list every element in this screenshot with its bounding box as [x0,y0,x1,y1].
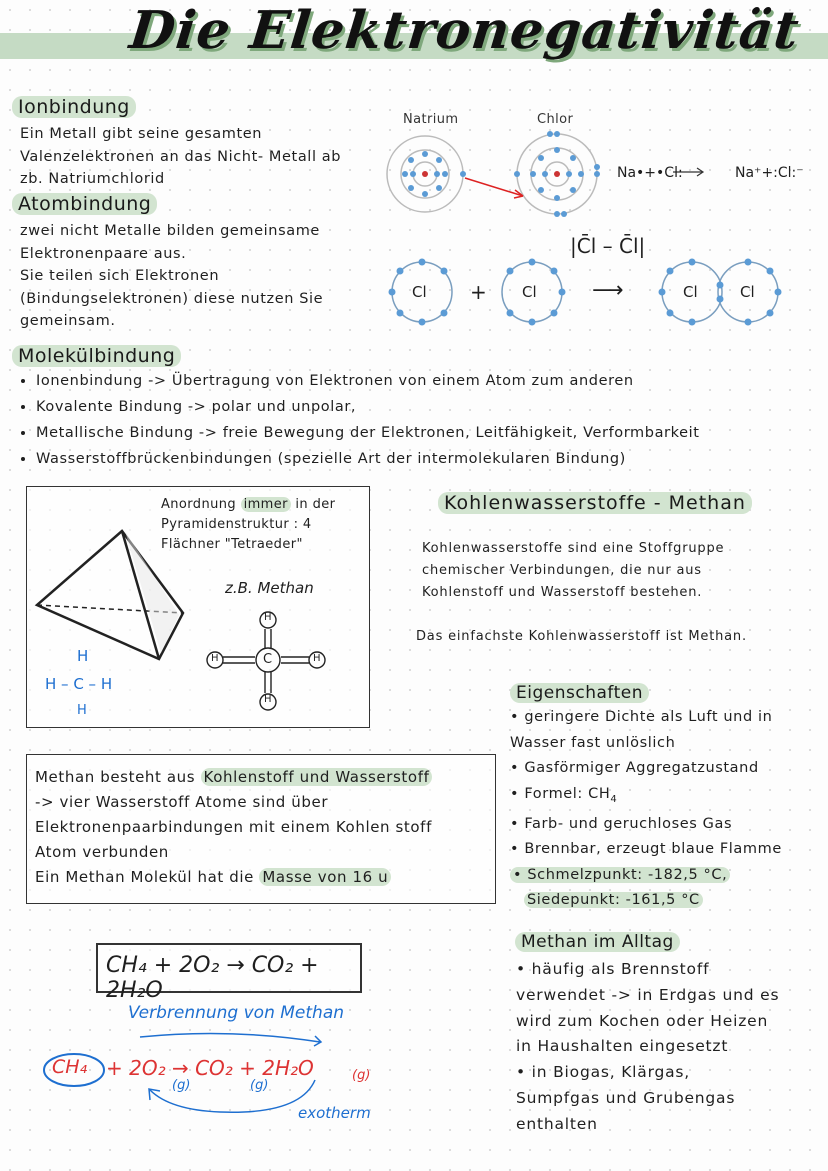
atom-h-top: H [264,612,272,623]
methan-example-label: z.B. Methan [225,579,314,597]
alltag-text: • häufig als Brennstoff verwendet -> in Erdgas und es wird zum Kochen oder Heizen in Haushalten eingesetzt • in Biogas, Klärgas, Sumpfgas und Grubengas enthalten [516,960,780,1133]
state-label-1: (g) [172,1078,191,1093]
eigenschaften-list [510,705,782,914]
list-item: • Schmelzpunkt: -182,5 °C, [510,863,782,889]
reaction-rest: + 2O₂ → CO₂ + 2H₂O [106,1056,314,1080]
atom-h-bottom: H [264,694,272,705]
cl-label-2: Cl [522,283,537,301]
list-item: • Kovalente Bindung -> polar und unpolar, [36,394,700,420]
atombindung-heading: Atombindung [12,193,157,215]
reaction-equation-box [96,943,362,1003]
state-label-3: (g) [352,1068,371,1083]
label-chlor: Chlor [537,112,574,127]
atom-h-right: H [313,653,321,664]
cl2-lewis-formula: |C̄l – C̄l| [570,234,646,258]
list-item: • Brennbar, erzeugt blaue Flamme [510,841,782,858]
ionbindung-text: Ein Metall gibt seine gesamten Valenzelektronen an das Nicht- Metall ab zb. Natriumchlorid [20,126,342,187]
list-item: • Farb- und geruchloses Gas [510,815,733,832]
atom-h-left: H [211,653,219,664]
ionbindung-diagram [385,110,825,225]
simplest-hydrocarbon: Das einfachste Kohlenwasserstoff ist Methan. [416,629,747,644]
list-item: • geringere Dichte als Luft und in [510,709,773,725]
reaction-caption: Verbrennung von Methan [128,1003,345,1023]
methan-box-text: Methan besteht aus Kohlenstoff und Wasserstoff -> vier Wasserstoff Atome sind über Elektronenpaarbindungen mit einem Kohlen stoff Atom verbunden Ein Methan Molekül hat die Masse von 16 u [35,768,432,886]
list-item: • Ionenbindung -> Übertragung von Elektronen von einem Atom zum anderen [36,368,700,394]
list-item: • Wasserstoffbrückenbindungen (spezielle Art der intermolekularen Bindung) [36,446,700,472]
list-item: • Gasförmiger Aggregatzustand [510,760,759,776]
ion-equation-left: Na•+•Cl: [617,165,683,181]
atombindung-text: zwei nicht Metalle bilden gemeinsame Elektronenpaare aus. Sie teilen sich Elektronen (Bindungselektronen) diese nutzen Sie gemeinsam. [20,223,324,329]
label-natrium: Natrium [403,112,459,127]
list-item: Siedepunkt: -161,5 °C [510,888,782,914]
plus-sign: + [470,280,487,304]
reaction-equation: CH₄ + 2O₂ → CO₂ + 2H₂O [106,953,319,1003]
alltag-heading: Methan im Alltag [515,932,680,952]
eigenschaften-heading: Eigenschaften [510,683,649,703]
reaction-arrow: ⟶ [592,278,624,303]
ionbindung-heading: Ionbindung [12,96,136,118]
atombindung-diagram [380,232,820,332]
tetraeder-note: Anordnung immer in der Pyramidenstruktur : 4 Flächner "Tetraeder" [161,497,336,552]
cl-label-1: Cl [412,283,427,301]
list-item: • Metallische Bindung -> freie Bewegung der Elektronen, Leitfähigkeit, Verformbarkeit [36,420,700,446]
kohlenwasserstoffe-heading: Kohlenwasserstoffe - Methan [438,492,752,514]
atom-c: C [263,652,273,667]
kohlenwasserstoffe-text: Kohlenwasserstoffe sind eine Stoffgruppe chemischer Verbindungen, die nur aus Kohlenstoff und Wasserstoff bestehen. [422,541,725,600]
list-item: Wasser fast unlöslich [510,734,676,751]
list-item: • Formel: $CH_4$ [510,785,618,805]
tetraeder-box [26,486,370,728]
methan-box [26,754,496,904]
exotherm-note: exotherm [298,1104,371,1122]
reaction-ch4: CH₄ [52,1056,88,1078]
state-label-2: (g) [250,1078,269,1093]
cl-label-3: Cl [683,283,698,301]
molekuelbindung-heading: Molekülbindung [12,345,181,367]
formula-h-top: H [77,647,89,665]
formula-h-c-h: H – C – H [45,675,113,693]
ion-equation-right: Na⁺+:Cl:⁻ [735,165,804,181]
cl-label-4: Cl [740,283,755,301]
page-title: Die Elektronegativität [126,0,803,61]
molekuelbindung-list [14,368,700,472]
formula-h-bottom: H [77,703,87,718]
